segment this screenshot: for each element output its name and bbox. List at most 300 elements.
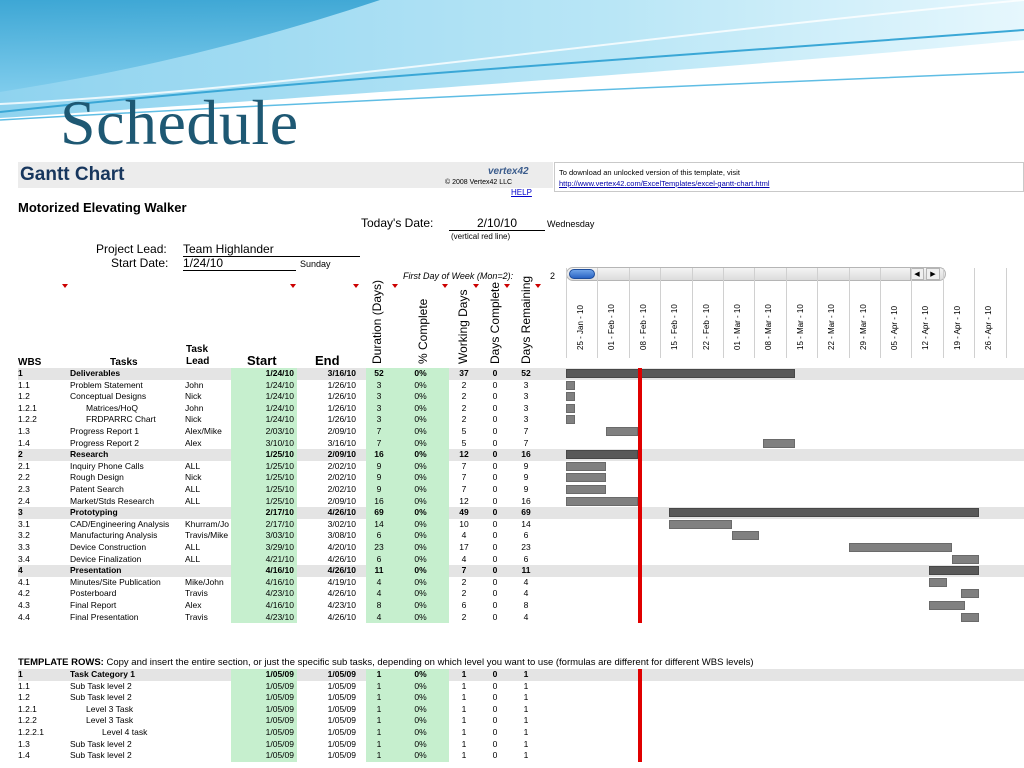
days-complete[interactable]: 0 <box>492 703 498 714</box>
wbs-cell[interactable]: 3 <box>18 507 23 518</box>
wbs-cell[interactable]: 1.2.1 <box>18 402 37 413</box>
task-row[interactable] <box>18 588 1024 600</box>
days-complete[interactable]: 0 <box>492 588 498 599</box>
days-remaining[interactable]: 69 <box>521 507 531 518</box>
wbs-cell[interactable]: 2.4 <box>18 495 30 506</box>
end-date[interactable]: 2/09/10 <box>327 449 356 460</box>
task-name[interactable]: Research <box>70 449 109 460</box>
task-row[interactable] <box>18 391 1024 403</box>
days-remaining[interactable]: 1 <box>523 692 529 703</box>
days-complete[interactable]: 0 <box>492 669 498 679</box>
working-days[interactable]: 1 <box>461 750 467 761</box>
wbs-cell[interactable]: 2.3 <box>18 484 30 494</box>
category-row[interactable] <box>18 368 1024 380</box>
duration[interactable]: 1 <box>366 739 392 751</box>
days-complete[interactable]: 0 <box>492 542 498 552</box>
wbs-cell[interactable]: 2.1 <box>18 460 30 471</box>
task-lead[interactable] <box>185 692 232 704</box>
task-name[interactable]: FRDPARRC Chart <box>86 414 156 425</box>
pct-complete[interactable]: 0% <box>392 403 449 415</box>
pct-complete[interactable]: 0% <box>392 704 449 716</box>
end-date[interactable]: 3/08/10 <box>327 530 356 541</box>
duration[interactable]: 3 <box>366 403 392 415</box>
end-date[interactable]: 1/05/09 <box>327 703 356 714</box>
pct-complete[interactable]: 0% <box>392 391 449 403</box>
days-remaining[interactable]: 3 <box>523 402 529 413</box>
days-complete[interactable]: 0 <box>492 437 498 448</box>
working-days[interactable]: 12 <box>459 449 469 460</box>
days-remaining[interactable]: 7 <box>523 426 529 436</box>
days-complete[interactable]: 0 <box>492 379 498 390</box>
task-name[interactable]: Sub Task level 2 <box>70 680 132 691</box>
start-date[interactable]: 1/05/09 <box>231 704 297 716</box>
duration[interactable]: 1 <box>366 692 392 704</box>
task-row[interactable] <box>18 403 1024 415</box>
days-complete[interactable]: 0 <box>492 507 498 518</box>
end-date[interactable]: 3/16/10 <box>327 368 356 378</box>
task-lead[interactable]: Khurram/Jo <box>185 518 229 529</box>
wbs-cell[interactable]: 1.2.2 <box>18 414 37 425</box>
task-row[interactable] <box>18 704 1024 716</box>
pct-complete[interactable]: 0% <box>392 554 449 566</box>
task-name[interactable]: Final Report <box>70 600 117 610</box>
start-date[interactable]: 1/25/10 <box>231 496 297 508</box>
task-lead[interactable]: Travis <box>185 588 208 599</box>
task-name[interactable]: Progress Report 1 <box>70 426 139 436</box>
start-date[interactable]: 3/03/10 <box>231 530 297 542</box>
end-date[interactable]: 4/26/10 <box>327 565 356 576</box>
task-name[interactable]: Minutes/Site Publication <box>70 576 161 587</box>
start-date[interactable]: 2/17/10 <box>231 519 297 531</box>
task-row[interactable] <box>18 612 1024 624</box>
task-lead[interactable]: Travis/Mike <box>185 530 229 541</box>
days-complete[interactable]: 0 <box>492 715 498 726</box>
duration[interactable]: 69 <box>366 507 392 519</box>
days-complete[interactable]: 0 <box>492 449 498 460</box>
pct-complete[interactable]: 0% <box>392 484 449 496</box>
task-lead[interactable] <box>185 449 232 461</box>
task-row[interactable] <box>18 414 1024 426</box>
days-remaining[interactable]: 14 <box>521 518 531 529</box>
first-day-value[interactable]: 2 <box>550 271 556 281</box>
task-name[interactable]: Sub Task level 2 <box>70 750 132 761</box>
scroll-right-button[interactable]: ▶ <box>926 268 940 280</box>
wbs-cell[interactable]: 2.2 <box>18 472 30 483</box>
pct-complete[interactable]: 0% <box>392 739 449 751</box>
task-name[interactable]: Device Finalization <box>70 553 142 564</box>
duration[interactable]: 23 <box>366 542 392 554</box>
start-date[interactable]: 1/25/10 <box>231 472 297 484</box>
wbs-cell[interactable]: 1.2 <box>18 391 30 402</box>
days-remaining[interactable]: 11 <box>521 565 531 576</box>
days-remaining[interactable]: 6 <box>523 530 529 541</box>
end-date[interactable]: 1/26/10 <box>327 379 356 390</box>
pct-complete[interactable]: 0% <box>392 519 449 531</box>
working-days[interactable]: 49 <box>459 507 469 518</box>
working-days[interactable]: 1 <box>461 715 467 726</box>
wbs-cell[interactable]: 1.1 <box>18 680 30 691</box>
duration[interactable]: 1 <box>366 669 392 681</box>
end-date[interactable]: 1/05/09 <box>327 715 356 726</box>
end-date[interactable]: 1/26/10 <box>327 414 356 425</box>
end-date[interactable]: 3/16/10 <box>327 437 356 448</box>
pct-complete[interactable]: 0% <box>392 565 449 577</box>
end-date[interactable]: 1/26/10 <box>327 391 356 402</box>
days-remaining[interactable]: 1 <box>523 703 529 714</box>
pct-complete[interactable]: 0% <box>392 449 449 461</box>
pct-complete[interactable]: 0% <box>392 542 449 554</box>
scroll-left-button[interactable]: ◀ <box>910 268 924 280</box>
working-days[interactable]: 4 <box>461 553 467 564</box>
task-lead[interactable]: Alex <box>185 600 202 610</box>
days-remaining[interactable]: 16 <box>521 495 531 506</box>
wbs-cell[interactable]: 2 <box>18 449 23 460</box>
start-date[interactable]: 4/16/10 <box>231 577 297 589</box>
task-name[interactable]: Rough Design <box>70 472 124 483</box>
start-date[interactable]: 1/05/09 <box>231 692 297 704</box>
duration[interactable]: 4 <box>366 588 392 600</box>
task-row[interactable] <box>18 681 1024 693</box>
pct-complete[interactable]: 0% <box>392 438 449 450</box>
pct-complete[interactable]: 0% <box>392 750 449 762</box>
todays-date-value[interactable]: 2/10/10 <box>449 216 545 231</box>
timeline-scrollbar[interactable] <box>566 267 946 281</box>
start-date[interactable]: 1/05/09 <box>231 669 297 681</box>
start-date[interactable]: 1/05/09 <box>231 681 297 693</box>
duration[interactable]: 1 <box>366 750 392 762</box>
task-lead[interactable]: ALL <box>185 495 201 506</box>
task-lead[interactable] <box>185 704 232 716</box>
days-complete[interactable]: 0 <box>492 530 498 541</box>
working-days[interactable]: 12 <box>459 495 469 506</box>
working-days[interactable]: 2 <box>461 402 467 413</box>
pct-complete[interactable]: 0% <box>392 692 449 704</box>
task-lead[interactable]: ALL <box>185 542 201 552</box>
wbs-cell[interactable]: 3.3 <box>18 542 30 552</box>
task-row[interactable] <box>18 692 1024 704</box>
start-date[interactable]: 1/05/09 <box>231 727 297 739</box>
task-name[interactable]: Problem Statement <box>70 379 143 390</box>
duration[interactable]: 9 <box>366 484 392 496</box>
working-days[interactable]: 2 <box>461 379 467 390</box>
task-row[interactable] <box>18 484 1024 496</box>
task-lead[interactable]: Alex/Mike <box>185 426 222 436</box>
days-complete[interactable]: 0 <box>492 565 498 576</box>
days-complete[interactable]: 0 <box>492 518 498 529</box>
start-date[interactable]: 1/24/10 <box>231 414 297 426</box>
task-row[interactable] <box>18 530 1024 542</box>
start-date[interactable]: 1/24/10 <box>231 368 297 380</box>
days-complete[interactable]: 0 <box>492 750 498 761</box>
task-row[interactable] <box>18 727 1024 739</box>
days-remaining[interactable]: 16 <box>521 449 531 460</box>
wbs-cell[interactable]: 1.2.2 <box>18 715 37 726</box>
end-date[interactable]: 3/02/10 <box>327 518 356 529</box>
days-remaining[interactable]: 1 <box>523 669 529 679</box>
task-lead[interactable]: ALL <box>185 484 201 494</box>
working-days[interactable]: 2 <box>461 611 467 622</box>
days-complete[interactable]: 0 <box>492 495 498 506</box>
wbs-cell[interactable]: 1.4 <box>18 437 30 448</box>
days-complete[interactable]: 0 <box>492 402 498 413</box>
duration[interactable]: 9 <box>366 461 392 473</box>
working-days[interactable]: 5 <box>461 437 467 448</box>
pct-complete[interactable]: 0% <box>392 507 449 519</box>
pct-complete[interactable]: 0% <box>392 496 449 508</box>
task-lead[interactable] <box>185 565 232 577</box>
duration[interactable]: 7 <box>366 426 392 438</box>
end-date[interactable]: 1/05/09 <box>327 738 356 749</box>
days-remaining[interactable]: 1 <box>523 715 529 726</box>
days-complete[interactable]: 0 <box>492 484 498 494</box>
start-date[interactable]: 4/23/10 <box>231 612 297 624</box>
help-link[interactable]: HELP <box>511 188 532 197</box>
wbs-cell[interactable]: 4.2 <box>18 588 30 599</box>
start-date[interactable]: 4/21/10 <box>231 554 297 566</box>
end-date[interactable]: 1/05/09 <box>327 692 356 703</box>
duration[interactable]: 4 <box>366 577 392 589</box>
timeline-scroll-thumb[interactable] <box>569 269 595 279</box>
task-name[interactable]: Presentation <box>70 565 122 576</box>
duration[interactable]: 3 <box>366 414 392 426</box>
pct-complete[interactable]: 0% <box>392 577 449 589</box>
end-date[interactable]: 4/20/10 <box>327 542 356 552</box>
start-date[interactable]: 1/25/10 <box>231 461 297 473</box>
days-complete[interactable]: 0 <box>492 692 498 703</box>
wbs-cell[interactable]: 4.1 <box>18 576 30 587</box>
wbs-cell[interactable]: 1.2.1 <box>18 703 37 714</box>
task-lead[interactable] <box>185 715 232 727</box>
task-lead[interactable]: Nick <box>185 414 202 425</box>
task-row[interactable] <box>18 600 1024 612</box>
end-date[interactable]: 4/26/10 <box>327 611 356 622</box>
duration[interactable]: 4 <box>366 612 392 624</box>
end-date[interactable]: 2/02/10 <box>327 472 356 483</box>
end-date[interactable]: 4/26/10 <box>327 588 356 599</box>
task-name[interactable]: Matrices/HoQ <box>86 402 138 413</box>
end-date[interactable]: 1/05/09 <box>327 750 356 761</box>
end-date[interactable]: 4/23/10 <box>327 600 356 610</box>
task-lead[interactable] <box>185 669 232 681</box>
days-remaining[interactable]: 4 <box>523 576 529 587</box>
start-date-value[interactable]: 1/24/10 <box>183 256 296 271</box>
pct-complete[interactable]: 0% <box>392 461 449 473</box>
days-remaining[interactable]: 4 <box>523 588 529 599</box>
task-row[interactable] <box>18 472 1024 484</box>
task-lead[interactable]: ALL <box>185 460 201 471</box>
duration[interactable]: 3 <box>366 380 392 392</box>
task-row[interactable] <box>18 577 1024 589</box>
days-remaining[interactable]: 52 <box>521 368 531 378</box>
wbs-cell[interactable]: 1 <box>18 368 23 378</box>
wbs-cell[interactable]: 1.1 <box>18 379 30 390</box>
category-row[interactable] <box>18 449 1024 461</box>
task-row[interactable] <box>18 519 1024 531</box>
task-name[interactable]: Sub Task level 2 <box>70 692 132 703</box>
pct-complete[interactable]: 0% <box>392 588 449 600</box>
working-days[interactable]: 6 <box>461 600 467 610</box>
start-date[interactable]: 1/24/10 <box>231 380 297 392</box>
start-date[interactable]: 3/29/10 <box>231 542 297 554</box>
pct-complete[interactable]: 0% <box>392 530 449 542</box>
category-row[interactable] <box>18 565 1024 577</box>
days-complete[interactable]: 0 <box>492 426 498 436</box>
working-days[interactable]: 37 <box>459 368 469 378</box>
working-days[interactable]: 5 <box>461 426 467 436</box>
working-days[interactable]: 1 <box>461 680 467 691</box>
duration[interactable]: 16 <box>366 496 392 508</box>
days-complete[interactable]: 0 <box>492 368 498 378</box>
working-days[interactable]: 10 <box>459 518 469 529</box>
task-lead[interactable]: John <box>185 402 204 413</box>
duration[interactable]: 14 <box>366 519 392 531</box>
working-days[interactable]: 17 <box>459 542 469 552</box>
days-remaining[interactable]: 23 <box>521 542 531 552</box>
days-complete[interactable]: 0 <box>492 414 498 425</box>
task-name[interactable]: Manufacturing Analysis <box>70 530 158 541</box>
wbs-cell[interactable]: 3.4 <box>18 553 30 564</box>
working-days[interactable]: 4 <box>461 530 467 541</box>
task-name[interactable]: Level 4 task <box>102 727 148 737</box>
duration[interactable]: 8 <box>366 600 392 612</box>
task-row[interactable] <box>18 739 1024 751</box>
working-days[interactable]: 2 <box>461 391 467 402</box>
pct-complete[interactable]: 0% <box>392 669 449 681</box>
working-days[interactable]: 7 <box>461 460 467 471</box>
days-remaining[interactable]: 3 <box>523 414 529 425</box>
wbs-cell[interactable]: 1.2.2.1 <box>18 727 44 737</box>
days-remaining[interactable]: 9 <box>523 484 529 494</box>
task-name[interactable]: Patent Search <box>70 484 124 494</box>
end-date[interactable]: 1/05/09 <box>327 680 356 691</box>
duration[interactable]: 6 <box>366 530 392 542</box>
duration[interactable]: 1 <box>366 681 392 693</box>
task-lead[interactable] <box>185 750 232 762</box>
pct-complete[interactable]: 0% <box>392 472 449 484</box>
task-lead[interactable]: Travis <box>185 611 208 622</box>
wbs-cell[interactable]: 1.4 <box>18 750 30 761</box>
duration[interactable]: 16 <box>366 449 392 461</box>
start-date[interactable]: 1/25/10 <box>231 484 297 496</box>
category-row[interactable] <box>18 669 1024 681</box>
download-url-link[interactable]: http://www.vertex42.com/ExcelTemplates/excel-gantt-chart.html <box>559 179 770 188</box>
task-row[interactable] <box>18 554 1024 566</box>
task-name[interactable]: Market/Stds Research <box>70 495 155 506</box>
days-complete[interactable]: 0 <box>492 600 498 610</box>
start-date[interactable]: 1/05/09 <box>231 715 297 727</box>
working-days[interactable]: 1 <box>461 669 467 679</box>
working-days[interactable]: 7 <box>461 472 467 483</box>
days-complete[interactable]: 0 <box>492 738 498 749</box>
pct-complete[interactable]: 0% <box>392 600 449 612</box>
task-name[interactable]: Progress Report 2 <box>70 437 139 448</box>
wbs-cell[interactable]: 3.2 <box>18 530 30 541</box>
days-remaining[interactable]: 7 <box>523 437 529 448</box>
wbs-cell[interactable]: 4.4 <box>18 611 30 622</box>
task-row[interactable] <box>18 426 1024 438</box>
pct-complete[interactable]: 0% <box>392 380 449 392</box>
days-remaining[interactable]: 1 <box>523 727 529 737</box>
pct-complete[interactable]: 0% <box>392 414 449 426</box>
start-date[interactable]: 4/23/10 <box>231 588 297 600</box>
task-lead[interactable] <box>185 727 232 739</box>
start-date[interactable]: 1/24/10 <box>231 391 297 403</box>
task-name[interactable]: Final Presentation <box>70 611 139 622</box>
days-remaining[interactable]: 9 <box>523 472 529 483</box>
task-name[interactable]: Conceptual Designs <box>70 391 147 402</box>
project-lead-value[interactable]: Team Highlander <box>183 242 360 257</box>
task-lead[interactable] <box>185 681 232 693</box>
wbs-cell[interactable]: 1.3 <box>18 738 30 749</box>
start-date[interactable]: 2/17/10 <box>231 507 297 519</box>
days-remaining[interactable]: 1 <box>523 738 529 749</box>
start-date[interactable]: 4/16/10 <box>231 600 297 612</box>
end-date[interactable]: 4/26/10 <box>327 553 356 564</box>
task-lead[interactable] <box>185 368 232 380</box>
end-date[interactable]: 2/02/10 <box>327 484 356 494</box>
working-days[interactable]: 1 <box>461 727 467 737</box>
task-lead[interactable]: Alex <box>185 437 202 448</box>
duration[interactable]: 7 <box>366 438 392 450</box>
days-remaining[interactable]: 1 <box>523 680 529 691</box>
wbs-cell[interactable]: 1.2 <box>18 692 30 703</box>
duration[interactable]: 3 <box>366 391 392 403</box>
working-days[interactable]: 1 <box>461 703 467 714</box>
wbs-cell[interactable]: 1.3 <box>18 426 30 436</box>
end-date[interactable]: 4/26/10 <box>327 507 356 518</box>
end-date[interactable]: 1/05/09 <box>327 669 356 679</box>
wbs-cell[interactable]: 3.1 <box>18 518 30 529</box>
task-row[interactable] <box>18 715 1024 727</box>
task-lead[interactable]: Mike/John <box>185 576 224 587</box>
days-complete[interactable]: 0 <box>492 391 498 402</box>
days-complete[interactable]: 0 <box>492 727 498 737</box>
start-date[interactable]: 1/05/09 <box>231 739 297 751</box>
task-name[interactable]: Prototyping <box>70 507 118 518</box>
pct-complete[interactable]: 0% <box>392 715 449 727</box>
days-remaining[interactable]: 3 <box>523 391 529 402</box>
working-days[interactable]: 2 <box>461 588 467 599</box>
days-complete[interactable]: 0 <box>492 576 498 587</box>
wbs-cell[interactable]: 4 <box>18 565 23 576</box>
task-name[interactable]: Deliverables <box>70 368 121 378</box>
duration[interactable]: 52 <box>366 368 392 380</box>
task-lead[interactable] <box>185 739 232 751</box>
end-date[interactable]: 4/19/10 <box>327 576 356 587</box>
task-lead[interactable]: Nick <box>185 391 202 402</box>
task-name[interactable]: Posterboard <box>70 588 117 599</box>
task-row[interactable] <box>18 750 1024 762</box>
task-lead[interactable]: Nick <box>185 472 202 483</box>
task-row[interactable] <box>18 438 1024 450</box>
pct-complete[interactable]: 0% <box>392 612 449 624</box>
task-name[interactable]: Sub Task level 2 <box>70 738 132 749</box>
task-row[interactable] <box>18 461 1024 473</box>
days-complete[interactable]: 0 <box>492 553 498 564</box>
end-date[interactable]: 2/09/10 <box>327 495 356 506</box>
duration[interactable]: 1 <box>366 715 392 727</box>
wbs-cell[interactable]: 1 <box>18 669 23 679</box>
working-days[interactable]: 7 <box>461 565 467 576</box>
task-name[interactable]: Device Construction <box>70 542 147 552</box>
working-days[interactable]: 1 <box>461 692 467 703</box>
start-date[interactable]: 2/03/10 <box>231 426 297 438</box>
start-date[interactable]: 4/16/10 <box>231 565 297 577</box>
pct-complete[interactable]: 0% <box>392 727 449 739</box>
task-name[interactable]: Inquiry Phone Calls <box>70 460 144 471</box>
days-remaining[interactable]: 6 <box>523 553 529 564</box>
days-complete[interactable]: 0 <box>492 460 498 471</box>
